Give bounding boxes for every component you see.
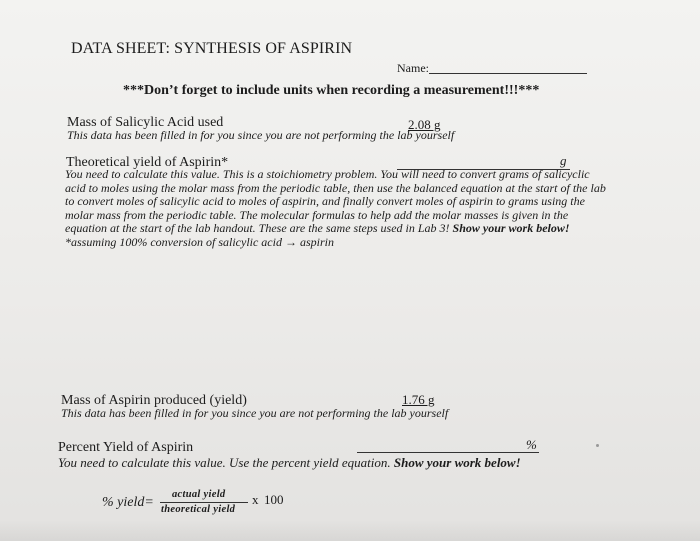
right-arrow-icon: → (284, 234, 297, 249)
theoretical-yield-label: Theoretical yield of Aspirin* (66, 155, 229, 170)
salicylic-acid-note: This data has been filled in for you since you are not performing the lab yourself (67, 128, 455, 142)
theoretical-yield-assumption-end: aspirin (299, 234, 334, 249)
aspirin-produced-label: Mass of Aspirin produced (yield) (61, 393, 247, 408)
percent-yield-label: Percent Yield of Aspirin (58, 440, 194, 455)
percent-yield-show-work: Show your work below! (393, 455, 521, 470)
formula-factor: 100 (264, 492, 284, 507)
percent-yield-instructions-text: You need to calculate this value. Use the percent yield equation. (58, 455, 391, 470)
formula-numerator: actual yield (172, 489, 226, 500)
theoretical-yield-assumption: *assuming 100% conversion of salicylic acid (65, 234, 282, 249)
aspirin-produced-note: This data has been filled in for you since you are not performing the lab yourself (61, 406, 449, 420)
theoretical-yield-instructions-text: You need to calculate this value. This is a stoichiometry problem. You will need to convert grams of salicyclic acid to moles using the molar mass from the periodic table, then use the balanced equation at the start of the lab to convert moles of salicylic acid to moles of aspirin, and finally convert moles of aspirin to grams using the molar mass from the periodic table. The molecular formulas to help add the molar masses is given in the equation at the start of the lab handout. These are the same steps used in Lab 3! (65, 167, 606, 236)
aspirin-produced-value: 1.76 g (402, 392, 435, 407)
units-reminder: ***Don’t forget to include units when recording a measurement!!!*** (123, 83, 540, 98)
percent-yield-instructions (58, 455, 521, 471)
paper-speck (596, 444, 599, 447)
theoretical-yield-show-work: Show your work below! (452, 221, 570, 236)
formula-denominator: theoretical yield (161, 504, 236, 515)
percent-yield-unit: % (526, 437, 537, 452)
salicylic-acid-value: 2.08 g (408, 117, 441, 132)
formula-fraction-bar (160, 502, 248, 503)
formula-times: x (252, 492, 259, 507)
name-label: Name: (397, 61, 429, 75)
paper-shadow (0, 520, 700, 541)
salicylic-acid-label: Mass of Salicylic Acid used (67, 115, 224, 130)
theoretical-yield-unit: g (560, 153, 567, 168)
page-title: DATA SHEET: SYNTHESIS OF ASPIRIN (71, 40, 353, 57)
formula-lhs: % yield= (102, 495, 154, 510)
theoretical-yield-instructions (65, 168, 610, 250)
name-blank-line[interactable] (429, 73, 587, 74)
percent-yield-blank-line[interactable] (357, 452, 539, 453)
